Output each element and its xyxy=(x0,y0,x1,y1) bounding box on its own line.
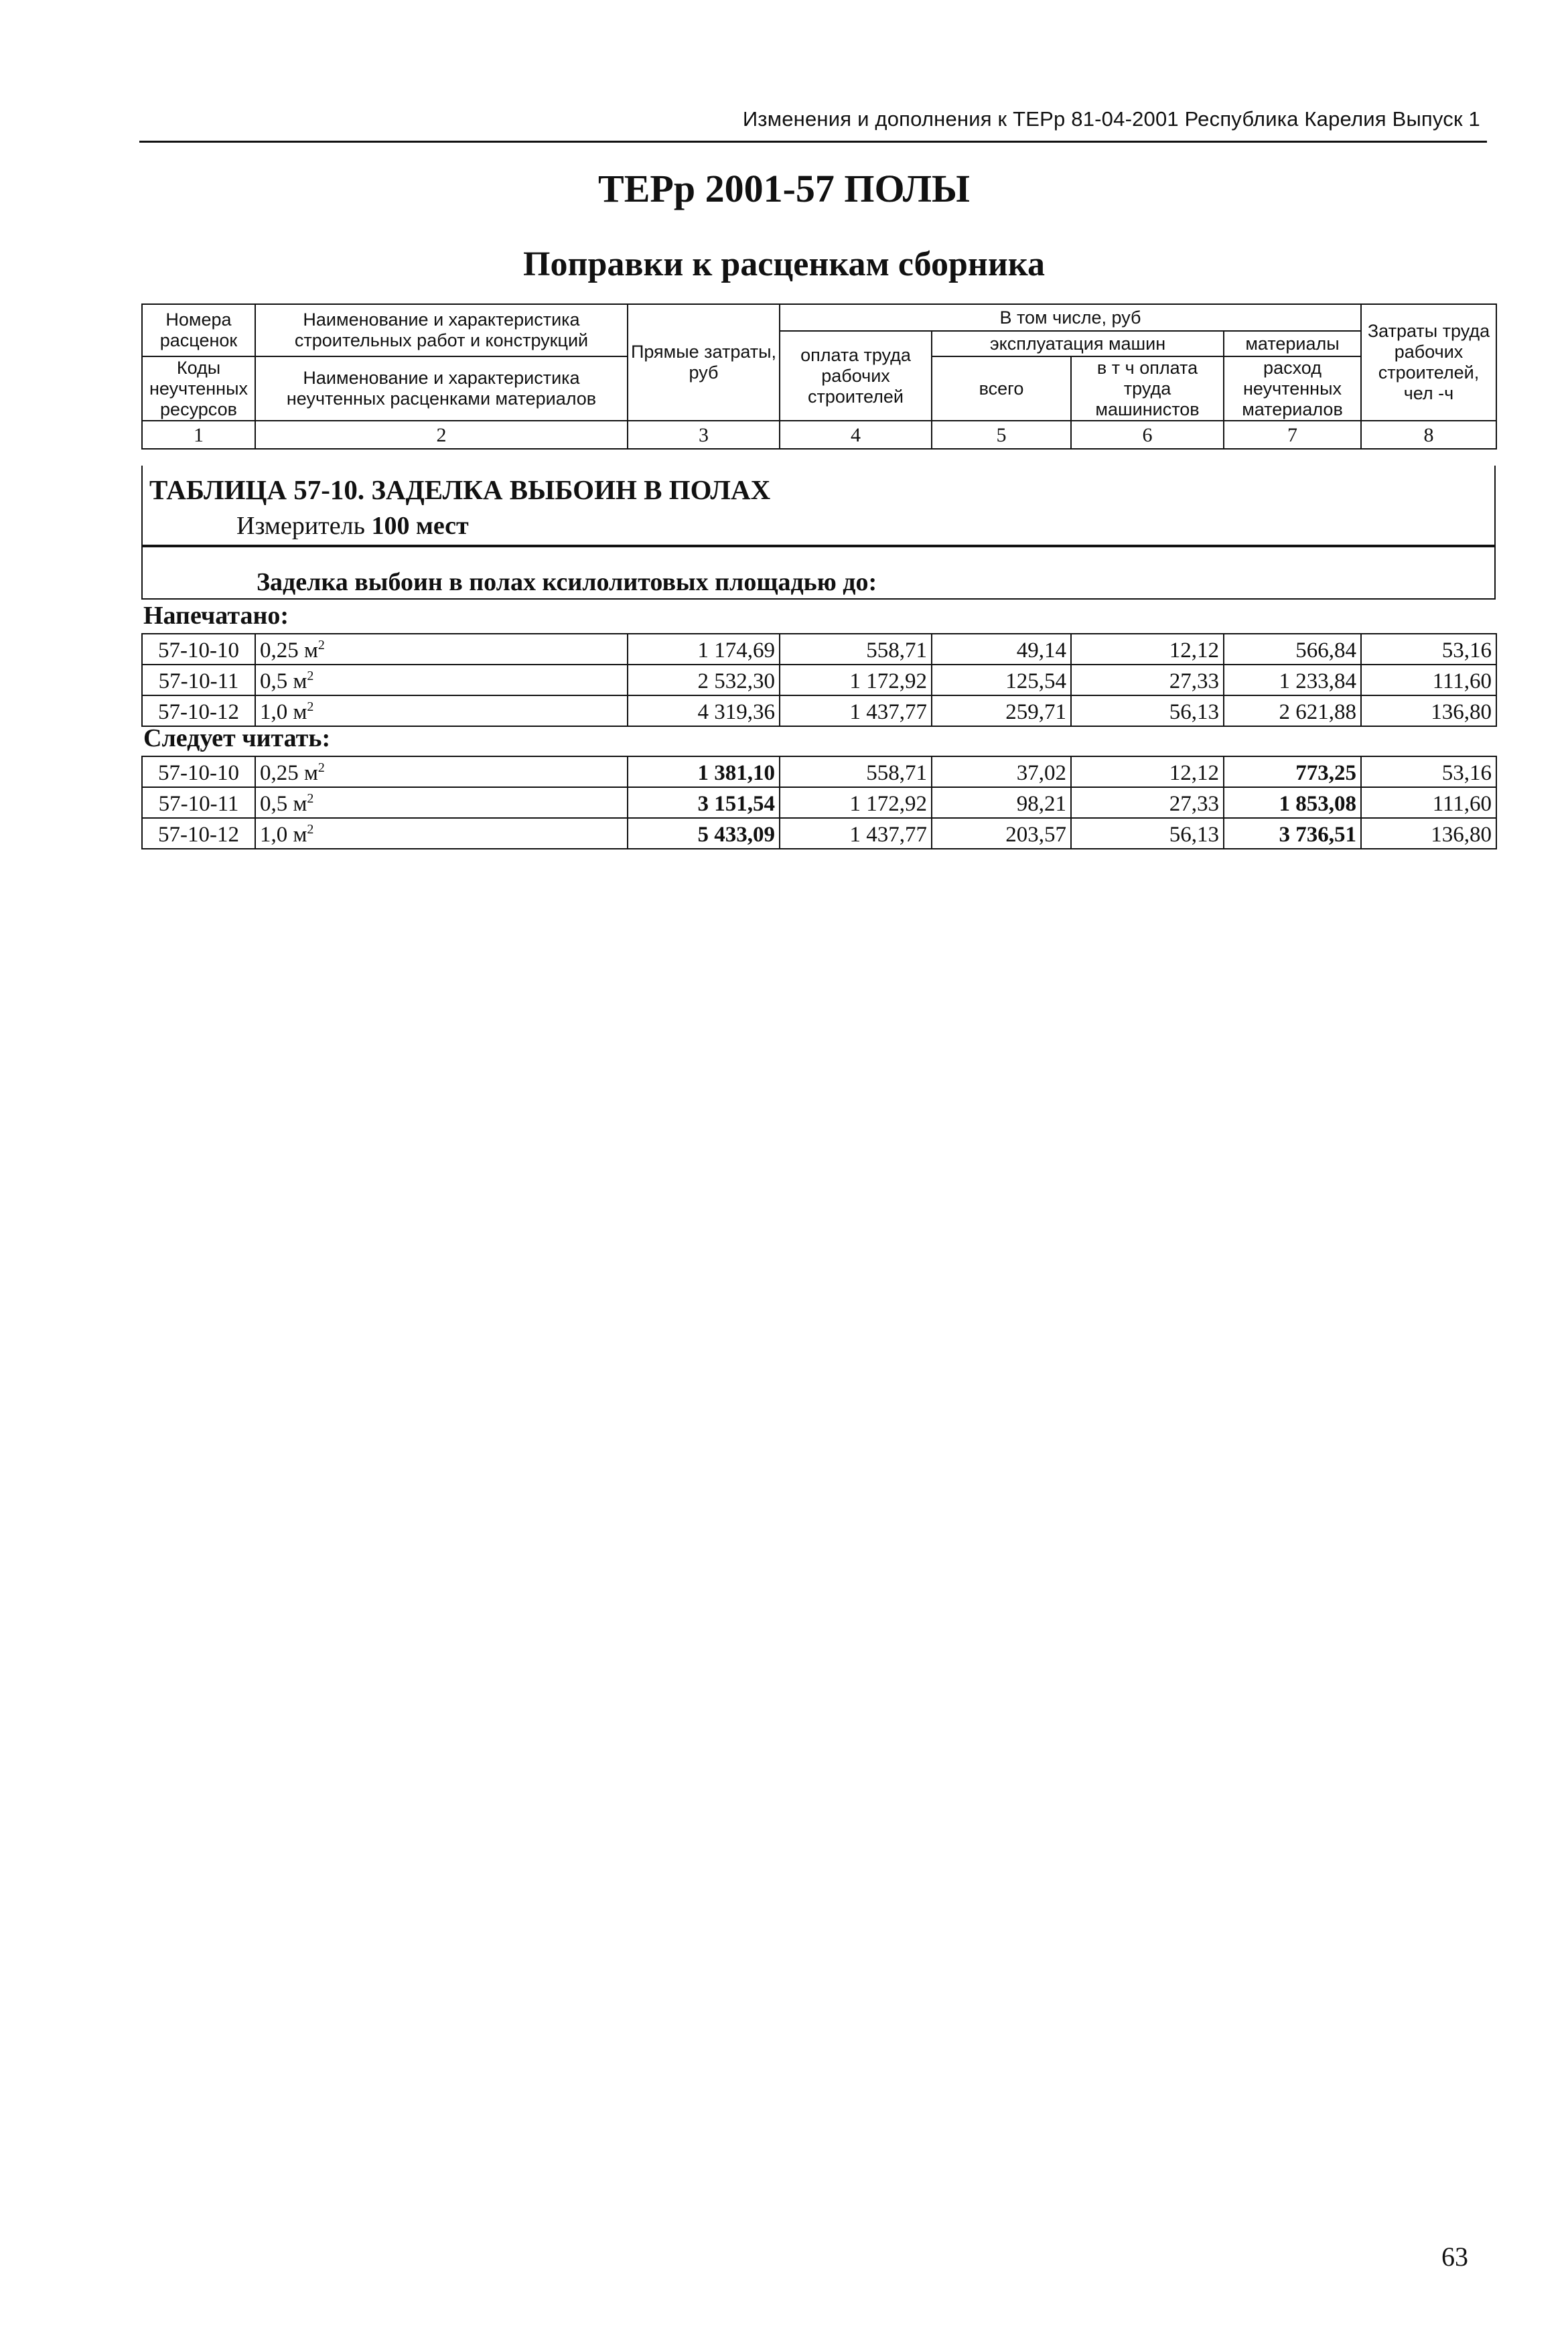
column-number: 6 xyxy=(1071,421,1224,449)
code-cell: 57-10-11 xyxy=(142,787,255,818)
name-cell: 0,25 $м^2$ xyxy=(255,756,628,787)
column-number: 4 xyxy=(780,421,932,449)
header-cell-materials: материалы xyxy=(1224,331,1361,356)
hours-cell: 111,60 xyxy=(1361,665,1496,695)
code-cell: 57-10-12 xyxy=(142,818,255,849)
code-cell: 57-10-10 xyxy=(142,634,255,665)
machines-cell: 259,71 xyxy=(932,695,1071,726)
machinist-cell: 12,12 xyxy=(1071,634,1224,665)
column-number: 5 xyxy=(932,421,1071,449)
machines-cell: 125,54 xyxy=(932,665,1071,695)
code-cell: 57-10-12 xyxy=(142,695,255,726)
machinist-cell: 27,33 xyxy=(1071,787,1224,818)
running-header xyxy=(139,100,1487,143)
column-number: 8 xyxy=(1361,421,1496,449)
machinist-cell: 27,33 xyxy=(1071,665,1224,695)
running-header-text: Изменения и дополнения к ТЕРр 81-04-2001 Республика Карелия Выпуск 1 xyxy=(742,107,1480,131)
page-subtitle: Поправки к расценкам сборника xyxy=(523,245,1045,283)
name-cell: 1,0 $м^2$ xyxy=(255,695,628,726)
table-row xyxy=(142,665,1496,695)
materials-cell: 3 736,51 xyxy=(1224,818,1361,849)
direct-cell: 1 381,10 xyxy=(628,756,780,787)
hours-cell: 53,16 xyxy=(1361,756,1496,787)
measure-line xyxy=(236,511,469,541)
page-title: ТЕРр 2001-57 ПОЛЫ xyxy=(598,167,970,210)
materials-cell: 773,25 xyxy=(1224,756,1361,787)
column-header-table xyxy=(141,303,1497,450)
labor-cell: 1 437,77 xyxy=(780,695,932,726)
header-cell-machines: эксплуатация машин xyxy=(932,331,1224,356)
machines-cell: 37,02 xyxy=(932,756,1071,787)
measure-label: Измеритель xyxy=(236,512,365,540)
header-cell-group: В том числе, руб xyxy=(780,304,1361,331)
column-number: 1 xyxy=(142,421,255,449)
hours-cell: 136,80 xyxy=(1361,818,1496,849)
column-number: 7 xyxy=(1224,421,1361,449)
hours-cell: 136,80 xyxy=(1361,695,1496,726)
labor-cell: 1 172,92 xyxy=(780,665,932,695)
direct-cell: 4 319,36 xyxy=(628,695,780,726)
corrected-table xyxy=(141,756,1497,849)
labor-cell: 1 172,92 xyxy=(780,787,932,818)
machines-cell: 203,57 xyxy=(932,818,1071,849)
table-title: ТАБЛИЦА 57-10. ЗАДЕЛКА ВЫБОИН В ПОЛАХ xyxy=(149,474,771,505)
labor-cell: 558,71 xyxy=(780,634,932,665)
header-cell-work-name: Наименование и характеристика строительных работ и конструкций xyxy=(255,304,628,356)
printed-table xyxy=(141,633,1497,727)
direct-cell: 3 151,54 xyxy=(628,787,780,818)
hours-cell: 53,16 xyxy=(1361,634,1496,665)
machinist-cell: 56,13 xyxy=(1071,818,1224,849)
name-cell: 0,5 $м^2$ xyxy=(255,787,628,818)
table-row xyxy=(142,818,1496,849)
machines-cell: 98,21 xyxy=(932,787,1071,818)
header-cell-labor-hours: Затраты труда рабочих строителей, чел -ч xyxy=(1361,304,1496,421)
direct-cell: 2 532,30 xyxy=(628,665,780,695)
measure-value: 100 мест xyxy=(371,512,469,540)
corrected-label: Следует читать: xyxy=(143,724,331,752)
column-number: 2 xyxy=(255,421,628,449)
code-cell: 57-10-11 xyxy=(142,665,255,695)
hours-cell: 111,60 xyxy=(1361,787,1496,818)
materials-cell: 2 621,88 xyxy=(1224,695,1361,726)
table-row xyxy=(142,756,1496,787)
direct-cell: 5 433,09 xyxy=(628,818,780,849)
header-cell-direct-costs: Прямые затраты, руб xyxy=(628,304,780,421)
direct-cell: 1 174,69 xyxy=(628,634,780,665)
column-number: 3 xyxy=(628,421,780,449)
header-cell-material-name: Наименование и характеристика неучтенных расценками материалов xyxy=(255,356,628,421)
name-cell: 0,25 $м^2$ xyxy=(255,634,628,665)
table-row xyxy=(142,695,1496,726)
machines-cell: 49,14 xyxy=(932,634,1071,665)
table-title-box xyxy=(141,466,1496,546)
header-cell-machines-total: всего xyxy=(932,356,1071,421)
labor-cell: 558,71 xyxy=(780,756,932,787)
table-row xyxy=(142,634,1496,665)
name-cell: 1,0 $м^2$ xyxy=(255,818,628,849)
machinist-cell: 12,12 xyxy=(1071,756,1224,787)
section-box xyxy=(141,546,1496,600)
materials-cell: 566,84 xyxy=(1224,634,1361,665)
section-title: Заделка выбоин в полах ксилолитовых площадью до: xyxy=(257,568,877,596)
table-row xyxy=(142,787,1496,818)
labor-cell: 1 437,77 xyxy=(780,818,932,849)
header-cell-material-use: расход неучтенных материалов xyxy=(1224,356,1361,421)
name-cell: 0,5 $м^2$ xyxy=(255,665,628,695)
page-number: 63 xyxy=(1441,2242,1468,2272)
header-cell-codes: Номера расценок xyxy=(142,304,255,356)
printed-label: Напечатано: xyxy=(143,602,289,630)
machinist-cell: 56,13 xyxy=(1071,695,1224,726)
header-cell-labor-pay: оплата труда рабочих строителей xyxy=(780,331,932,421)
materials-cell: 1 233,84 xyxy=(1224,665,1361,695)
materials-cell: 1 853,08 xyxy=(1224,787,1361,818)
code-cell: 57-10-10 xyxy=(142,756,255,787)
header-cell-resource-codes: Коды неучтенных ресурсов xyxy=(142,356,255,421)
header-cell-machinist-pay: в т ч оплата труда машинистов xyxy=(1071,356,1224,421)
